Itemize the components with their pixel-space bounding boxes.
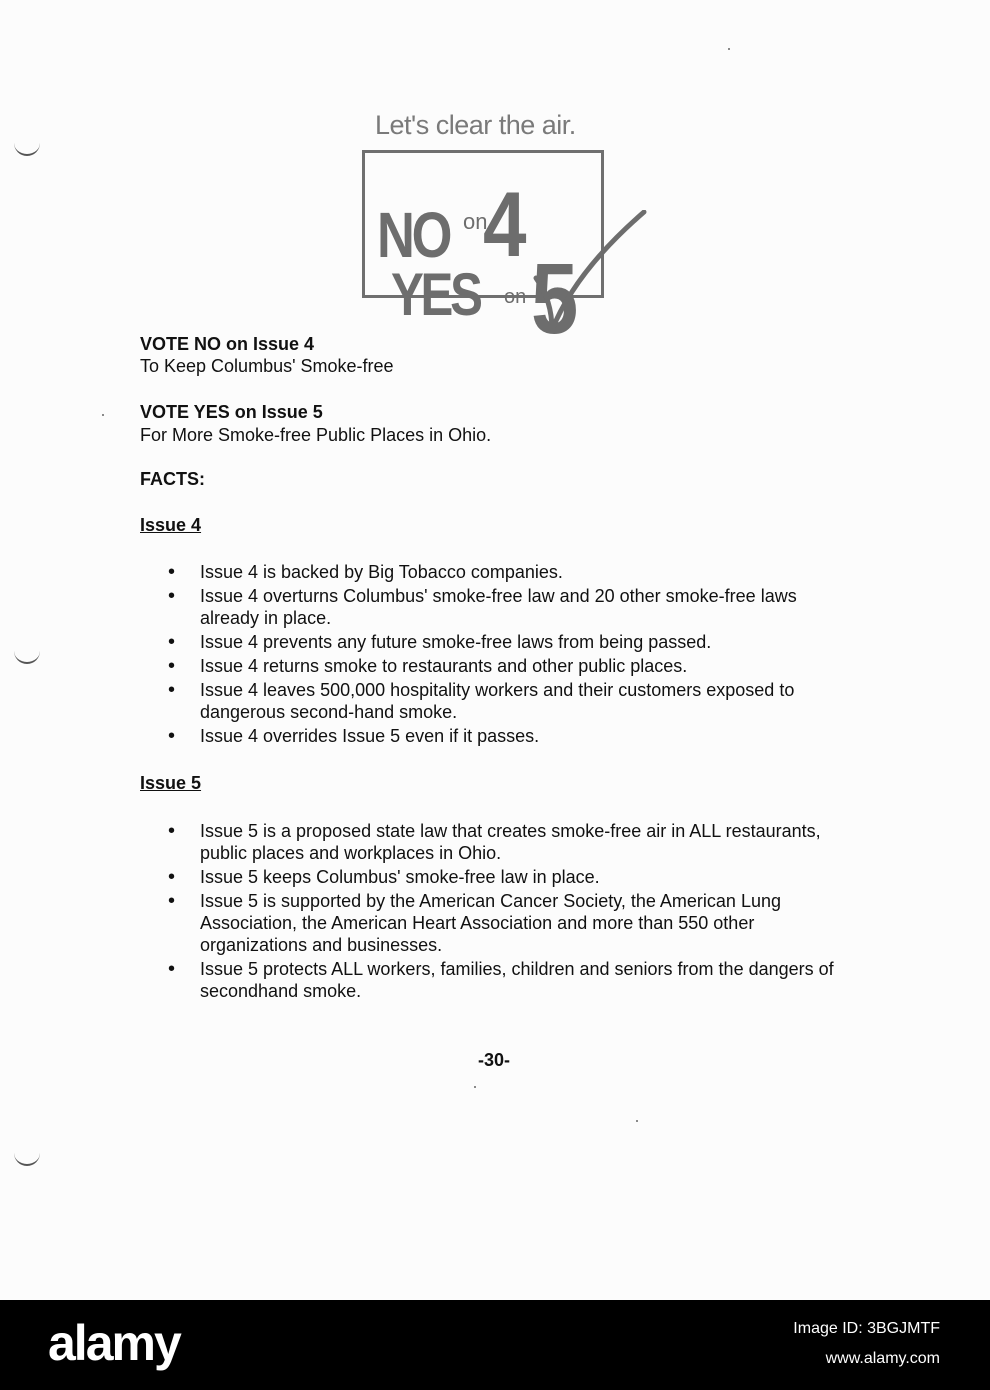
footer-url: www.alamy.com: [825, 1350, 940, 1367]
logo-tagline: Let's clear the air.: [375, 110, 576, 140]
logo-number-5: 5: [531, 243, 579, 355]
list-item: • Issue 4 is backed by Big Tobacco companies.: [140, 561, 860, 583]
list-item: • Issue 4 leaves 500,000 hospitality workers and their customers exposed to dangerous second-hand smoke.: [140, 679, 860, 723]
logo-number-4: 4: [483, 174, 527, 276]
checkmark-icon: [530, 210, 650, 335]
list-item: • Issue 5 keeps Columbus' smoke-free law in place.: [140, 866, 860, 888]
logo-on-label-2: on: [504, 286, 527, 308]
image-id-label: Image ID: 3BGJMTF: [793, 1320, 940, 1337]
list-item: • Issue 5 is supported by the American Cancer Society, the American Lung Association, the American Heart Association and more than 550 other organizations and businesses.: [140, 890, 860, 956]
page-number: -30-: [478, 1050, 511, 1070]
stock-footer-bar: [0, 1300, 990, 1390]
scan-speck: [474, 1086, 476, 1088]
facts-heading: FACTS:: [140, 469, 205, 489]
issue-5-heading: Issue 5: [140, 773, 202, 793]
punch-hole-mark: [14, 648, 40, 664]
list-item: • Issue 4 prevents any future smoke-free laws from being passed.: [140, 631, 860, 653]
logo-yes-word: YES: [391, 261, 480, 328]
list-item: • Issue 4 overturns Columbus' smoke-free law and 20 other smoke-free laws already in place.: [140, 585, 860, 629]
issue-4-list: [140, 561, 860, 749]
vote-no-text: To Keep Columbus' Smoke-free: [140, 356, 394, 376]
list-item: • Issue 4 overrides Issue 5 even if it passes.: [140, 725, 860, 747]
alamy-logo: alamy: [48, 1315, 180, 1371]
punch-hole-mark: [14, 140, 40, 156]
logo-on-label-1: on: [463, 209, 488, 234]
logo-no-word: NO: [377, 199, 450, 271]
issue-5-list: [140, 820, 860, 1004]
campaign-logo: [360, 110, 650, 355]
scan-speck: [636, 1120, 638, 1122]
list-item: • Issue 5 is a proposed state law that creates smoke-free air in ALL restaurants, public places and workplaces in Ohio.: [140, 820, 860, 864]
scan-speck: [728, 48, 730, 50]
punch-hole-mark: [14, 1150, 40, 1166]
vote-no-heading: VOTE NO on Issue 4: [140, 334, 315, 354]
list-item: • Issue 5 protects ALL workers, families, children and seniors from the dangers of secondhand smoke.: [140, 958, 860, 1002]
issue-4-heading: Issue 4: [140, 515, 202, 535]
vote-yes-heading: VOTE YES on Issue 5: [140, 402, 323, 422]
list-item: • Issue 4 returns smoke to restaurants and other public places.: [140, 655, 860, 677]
vote-yes-text: For More Smoke-free Public Places in Ohio.: [140, 425, 492, 445]
scan-speck: [102, 414, 104, 416]
